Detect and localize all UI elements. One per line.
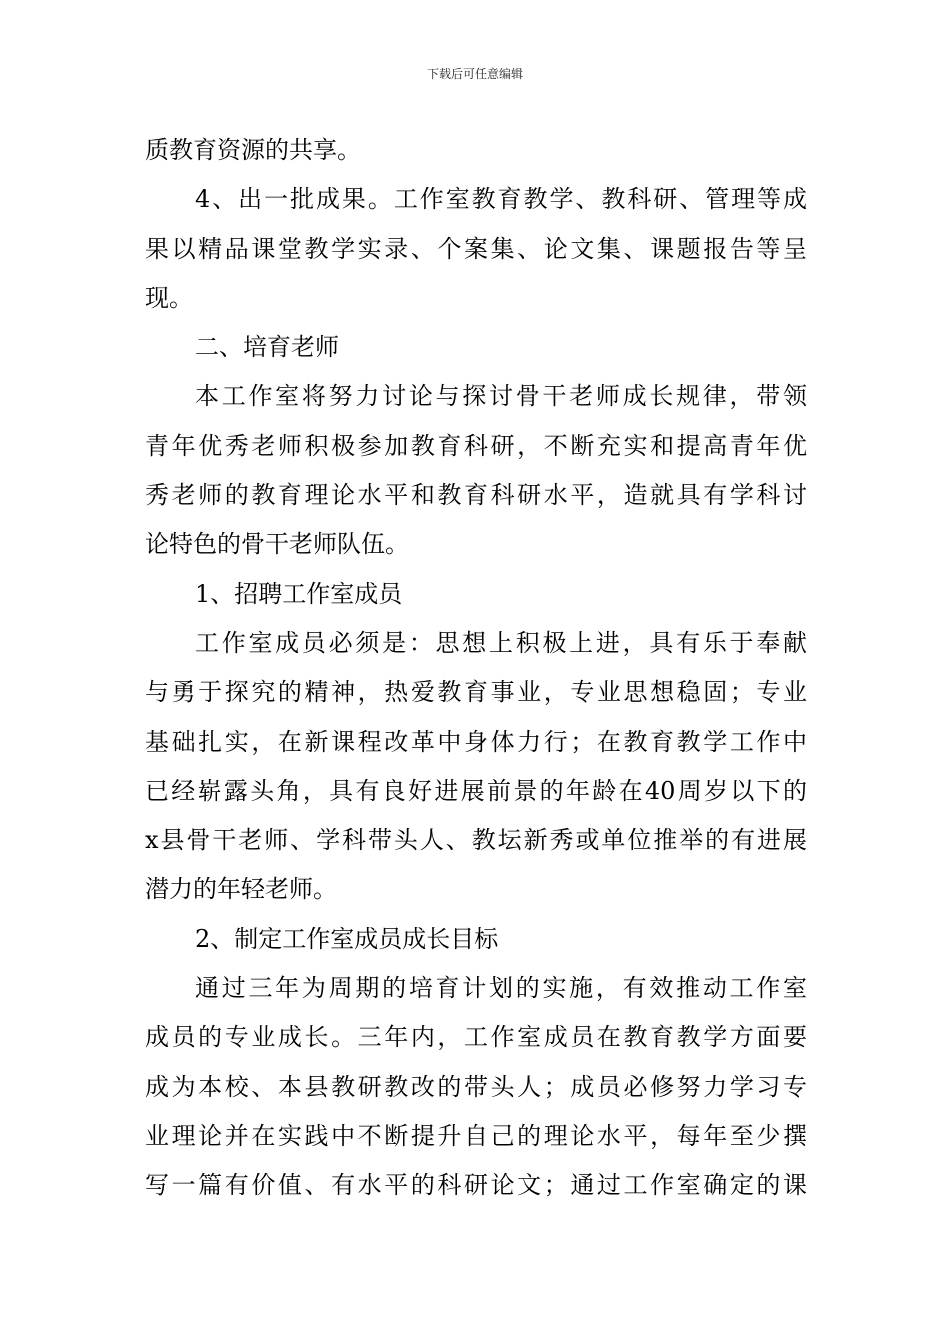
text-line: 果以精品课堂教学实录、个案集、论文集、课题报告等呈 <box>145 234 807 263</box>
text-line: 二、培育老师 <box>195 333 339 362</box>
text-line: 工作室成员必须是：思想上积极上进，具有乐于奉献 <box>195 628 807 657</box>
text-line: 写一篇有价值、有水平的科研论文；通过工作室确定的课 <box>145 1171 807 1200</box>
text-line: 通过三年为周期的培育计划的实施，有效推动工作室 <box>195 974 807 1003</box>
text-line: 潜力的年轻老师。 <box>145 875 337 904</box>
text-line: 秀老师的教育理论水平和教育科研水平，造就具有学科讨 <box>145 481 807 510</box>
text-line: x县骨干老师、学科带头人、教坛新秀或单位推举的有进展 <box>145 826 807 855</box>
text-line: 质教育资源的共享。 <box>145 136 361 164</box>
text-line: 已经崭露头角，具有良好进展前景的年龄在40周岁以下的 <box>145 776 807 805</box>
text-line: 4、出一批成果。工作室教育教学、教科研、管理等成 <box>195 185 807 214</box>
text-line: 与勇于探究的精神，热爱教育事业，专业思想稳固；专业 <box>145 678 807 707</box>
page-header: 下载后可任意编辑 <box>426 67 523 81</box>
text-line: 成为本校、本县教研教改的带头人；成员必修努力学习专 <box>145 1072 807 1101</box>
text-line: 1、招聘工作室成员 <box>195 579 403 608</box>
text-line: 现。 <box>145 283 193 312</box>
text-line: 基础扎实，在新课程改革中身体力行；在教育教学工作中 <box>145 727 807 756</box>
text-line: 青年优秀老师积极参加教育科研，不断充实和提高青年优 <box>145 431 807 460</box>
text-line: 本工作室将努力讨论与探讨骨干老师成长规律，带领 <box>195 382 807 411</box>
text-line: 成员的专业成长。三年内，工作室成员在教育教学方面要 <box>145 1023 807 1052</box>
text-line: 业理论并在实践中不断提升自己的理论水平，每年至少撰 <box>145 1121 807 1150</box>
text-line: 2、制定工作室成员成长目标 <box>195 924 499 953</box>
text-line: 论特色的骨干老师队伍。 <box>145 530 409 559</box>
document-body <box>145 126 807 1211</box>
